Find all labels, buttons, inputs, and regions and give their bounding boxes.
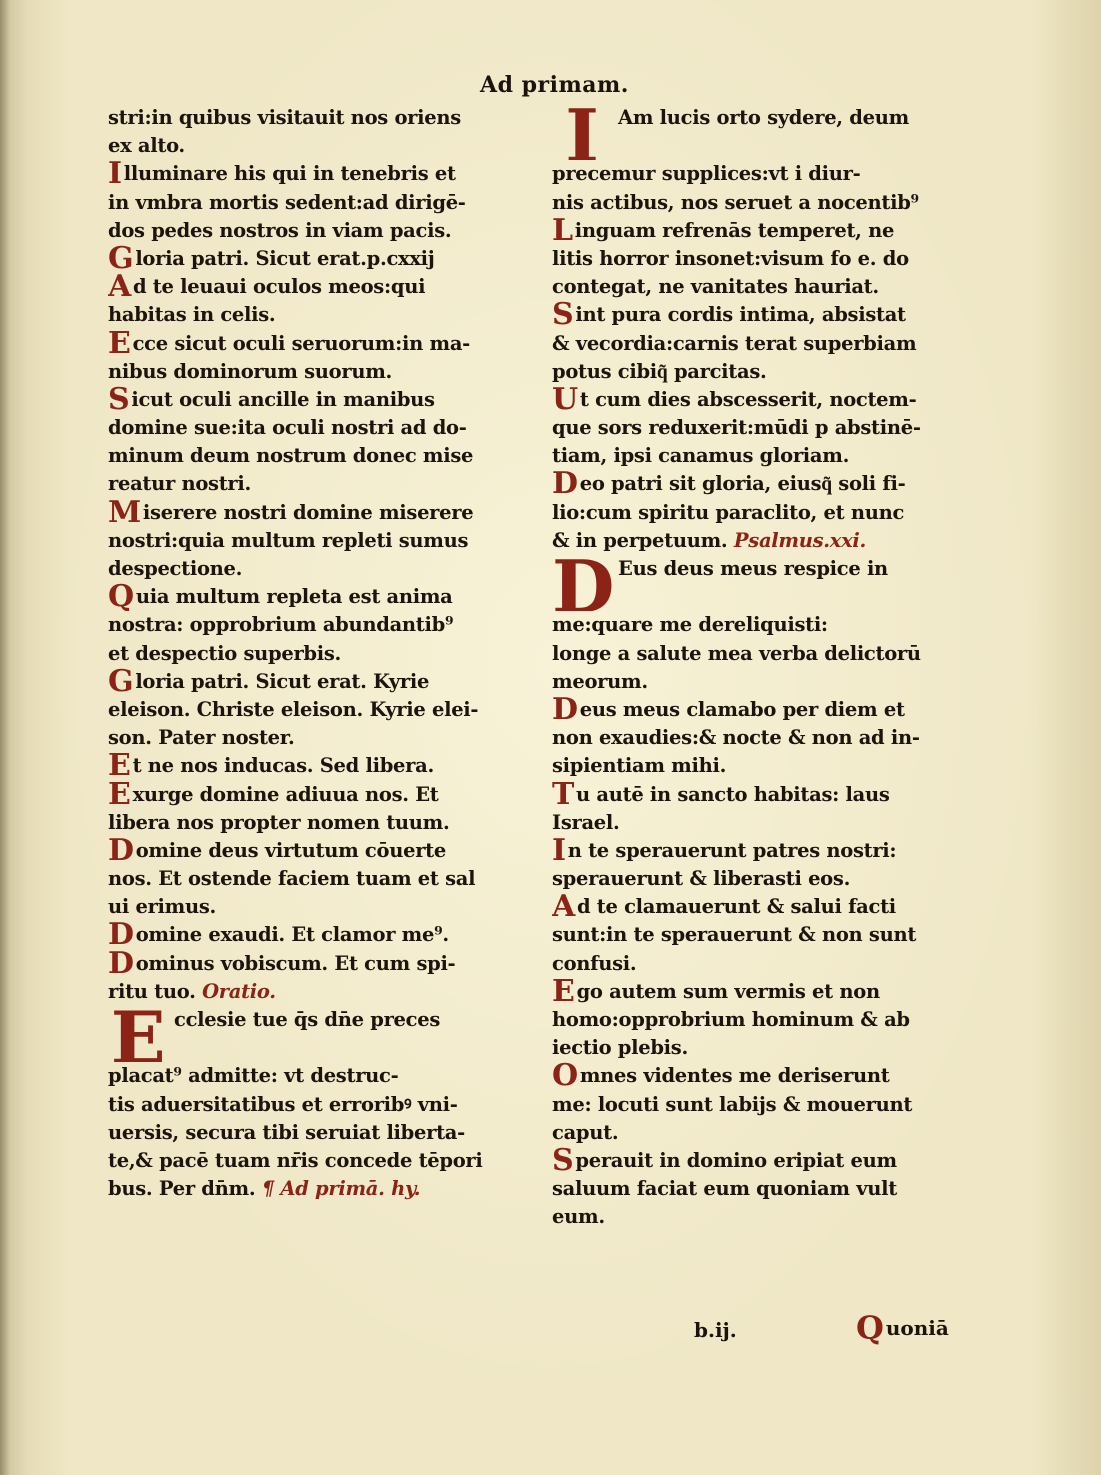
rubricated-initial: D: [108, 836, 134, 866]
line-text: potus cibiq͂ parcitas.: [552, 359, 767, 383]
rubricated-initial: D: [552, 555, 615, 612]
text-line: [552, 555, 992, 611]
rubric: Oratio.: [195, 979, 276, 1003]
text-line: [552, 837, 992, 865]
line-text: reatur nostri.: [108, 472, 252, 496]
text-line: [108, 555, 548, 583]
line-text: nis actibus, nos seruet a nocentib⁹: [552, 190, 919, 214]
text-line: [552, 865, 992, 893]
line-text: ominus vobiscum. Et cum spi-: [135, 951, 456, 975]
line-text: eo patri sit gloria, eiusq͂ soli fi-: [579, 472, 906, 496]
line-text: n te sperauerunt patres nostri:: [567, 838, 897, 862]
text-line: [552, 950, 992, 978]
rubricated-initial: U: [552, 385, 578, 415]
text-line: [108, 1119, 548, 1147]
text-line: [552, 358, 992, 386]
line-text: que sors reduxerit:mūdi p abstinē-: [552, 416, 921, 440]
text-line: [552, 301, 992, 329]
text-line: [108, 1006, 548, 1062]
line-text: nostri:quia multum repleti sumus: [108, 528, 469, 552]
rubricated-initial: I: [565, 104, 599, 161]
text-line: [108, 978, 548, 1006]
text-line: [552, 1147, 992, 1175]
line-text: loria patri. Sicut erat. Kyrie: [135, 669, 430, 693]
rubricated-initial: Q: [108, 583, 134, 612]
line-text: uersis, secura tibi seruiat liberta-: [108, 1120, 465, 1144]
rubricated-initial: E: [110, 1006, 166, 1063]
line-text: xurge domine adiuua nos. Et: [132, 782, 439, 806]
left-column: [108, 104, 548, 1203]
rubricated-initial: A: [108, 273, 131, 302]
line-text: habitas in celis.: [108, 303, 276, 327]
line-text: placat⁹ admitte: vt destruc-: [108, 1064, 399, 1088]
text-line: [552, 442, 992, 470]
line-text: mnes videntes me deriserunt: [579, 1064, 890, 1088]
line-text: minum deum nostrum donec mise: [108, 444, 474, 468]
text-line: [552, 527, 992, 555]
text-line: [552, 499, 992, 527]
text-line: [108, 640, 548, 668]
rubricated-initial: G: [108, 667, 134, 696]
text-line: [108, 386, 548, 414]
line-text: meorum.: [552, 669, 648, 693]
line-text: libera nos propter nomen tuum.: [108, 810, 450, 834]
running-head: Ad primam.: [480, 72, 629, 98]
text-line: [552, 273, 992, 301]
line-text: ex alto.: [108, 134, 185, 158]
rubricated-initial: S: [552, 301, 574, 330]
line-text: cclesie tue q̄s dn̄e preces: [174, 1008, 441, 1031]
line-text: & in perpetuum.: [552, 528, 734, 552]
text-line: [108, 583, 548, 611]
line-text: caput.: [552, 1120, 619, 1144]
line-text: Am lucis orto sydere, deum: [618, 106, 909, 129]
line-text: homo:opprobrium hominum & ab: [552, 1008, 910, 1032]
right-column: [552, 104, 992, 1232]
rubricated-initial: E: [108, 780, 131, 809]
line-text: eus meus clamabo per diem et: [579, 697, 905, 721]
line-text: sperauerunt & liberasti eos.: [552, 867, 851, 891]
line-text: lio:cum spiritu paraclito, et nunc: [552, 500, 905, 524]
text-line: [552, 217, 992, 245]
line-text: nos. Et ostende faciem tuam et sal: [108, 867, 476, 891]
text-line: [552, 160, 992, 188]
text-line: [108, 1091, 548, 1119]
text-line: [108, 160, 548, 188]
text-line: [108, 414, 548, 442]
text-line: [552, 893, 992, 921]
line-text: u autē in sancto habitas: laus: [576, 782, 890, 806]
line-text: confusi.: [552, 951, 637, 975]
text-line: [108, 1147, 548, 1175]
line-text: iectio plebis.: [552, 1036, 688, 1060]
line-text: & vecordia:carnis terat superbiam: [552, 331, 917, 355]
line-text: inguam refrenās temperet, ne: [574, 218, 895, 242]
rubricated-initial: D: [552, 470, 578, 499]
line-text: sipientiam mihi.: [552, 754, 727, 778]
text-line: [108, 752, 548, 780]
line-text: domine sue:ita oculi nostri ad do-: [108, 416, 467, 440]
text-line: [552, 921, 992, 949]
line-text: nostra: opprobrium abundantib⁹: [108, 613, 454, 637]
line-text: contegat, ne vanitates hauriat.: [552, 275, 879, 299]
rubricated-initial: L: [552, 216, 573, 245]
rubricated-initial: I: [552, 836, 566, 866]
line-text: son. Pater noster.: [108, 726, 295, 750]
text-line: [552, 752, 992, 780]
rubricated-initial: D: [108, 949, 134, 978]
text-line: [552, 640, 992, 668]
text-line: [552, 724, 992, 752]
text-line: [108, 893, 548, 921]
text-line: [108, 527, 548, 555]
catchword: [856, 1309, 949, 1347]
line-text: bus. Per dn̄m.: [108, 1177, 262, 1201]
line-text: nibus dominorum suorum.: [108, 359, 393, 383]
text-line: [108, 921, 548, 949]
text-line: [108, 273, 548, 301]
rubricated-initial: D: [552, 695, 578, 725]
text-line: [552, 414, 992, 442]
line-text: perauit in domino eripiat eum: [575, 1148, 897, 1172]
line-text: omine deus virtutum cōuerte: [135, 838, 446, 862]
text-line: [108, 217, 548, 245]
line-text: despectione.: [108, 557, 243, 580]
text-line: [108, 611, 548, 639]
rubricated-initial: G: [108, 244, 134, 274]
text-line: [552, 189, 992, 217]
line-text: et despectio superbis.: [108, 641, 342, 665]
rubricated-initial: M: [108, 498, 141, 527]
text-line: [552, 781, 992, 809]
rubricated-initial: A: [552, 893, 575, 922]
text-line: [552, 1034, 992, 1062]
rubricated-initial: D: [108, 921, 134, 950]
line-text: dos pedes nostros in viam pacis.: [108, 218, 452, 242]
text-line: [552, 1091, 992, 1119]
line-text: te,& pacē tuam nr̄is concede tēpori: [108, 1148, 483, 1172]
text-line: [108, 330, 548, 358]
text-line: [552, 1119, 992, 1147]
text-line: [552, 611, 992, 639]
line-text: Eus deus meus respice in: [618, 557, 888, 581]
text-line: [108, 104, 548, 132]
line-text: tiam, ipsi canamus gloriam.: [552, 444, 850, 468]
line-text: Israel.: [552, 810, 620, 834]
rubricated-initial: S: [108, 385, 130, 415]
rubricated-initial: E: [108, 752, 131, 781]
text-line: [552, 1175, 992, 1203]
rubricated-initial: T: [552, 780, 575, 809]
text-line: [108, 724, 548, 752]
text-line: [552, 809, 992, 837]
text-line: [108, 301, 548, 329]
text-line: [108, 358, 548, 386]
rubric: ¶ Ad primā. hy.: [261, 1177, 421, 1201]
text-line: [552, 1062, 992, 1090]
line-text: sunt:in te sperauerunt & non sunt: [552, 923, 917, 947]
rubricated-initial: I: [108, 160, 122, 189]
text-line: [108, 809, 548, 837]
signature-mark: b.ij.: [694, 1318, 737, 1342]
text-line: [108, 132, 548, 160]
line-text: lluminare his qui in tenebris et: [123, 162, 456, 186]
text-line: [108, 837, 548, 865]
line-text: icut oculi ancille in manibus: [131, 387, 435, 411]
text-line: [552, 1006, 992, 1034]
catchword-initial: Q: [856, 1309, 884, 1347]
text-line: [108, 696, 548, 724]
line-text: longe a salute mea verba delictorū: [552, 641, 921, 665]
line-text: cce sicut oculi seruorum:in ma-: [132, 331, 470, 355]
line-text: in vmbra mortis sedent:ad dirigē-: [108, 190, 466, 214]
text-line: [552, 104, 992, 160]
line-text: tis aduersitatibus et erroribꝰ vni-: [108, 1092, 458, 1116]
line-text: t cum dies abscesserit, noctem-: [579, 387, 917, 411]
line-text: ui erimus.: [108, 895, 217, 919]
text-line: [108, 1062, 548, 1090]
line-text: omine exaudi. Et clamor me⁹.: [135, 923, 449, 947]
text-line: [552, 386, 992, 414]
line-text: saluum faciat eum quoniam vult: [552, 1177, 897, 1201]
rubricated-initial: E: [108, 329, 131, 358]
line-text: uia multum repleta est anima: [135, 585, 453, 609]
line-text: me: locuti sunt labijs & mouerunt: [552, 1092, 913, 1116]
line-text: me:quare me dereliquisti:: [552, 613, 828, 637]
line-text: precemur supplices:vt i diur-: [552, 162, 861, 186]
line-text: eum.: [552, 1205, 605, 1229]
text-line: [552, 245, 992, 273]
rubric: Psalmus.xxi.: [733, 528, 867, 552]
text-line: [108, 950, 548, 978]
line-text: litis horror insonet:visum fo e. do: [552, 246, 909, 270]
line-text: d te leuaui oculos meos:qui: [132, 275, 426, 299]
line-text: stri:in quibus visitauit nos oriens: [108, 106, 461, 129]
text-line: [108, 499, 548, 527]
rubricated-initial: E: [552, 977, 575, 1007]
line-text: go autem sum vermis et non: [576, 979, 880, 1003]
rubricated-initial: S: [552, 1146, 574, 1176]
line-text: int pura cordis intima, absistat: [575, 303, 906, 327]
text-line: [108, 1175, 548, 1203]
gutter-shadow: [0, 0, 10, 1475]
text-line: [108, 865, 548, 893]
text-line: [108, 668, 548, 696]
text-line: [108, 245, 548, 273]
text-line: [108, 442, 548, 470]
line-text: eleison. Christe eleison. Kyrie elei-: [108, 697, 479, 721]
line-text: iserere nostri domine miserere: [142, 500, 474, 524]
text-line: [108, 189, 548, 217]
line-text: non exaudies:& nocte & non ad in-: [552, 726, 920, 750]
line-text: ritu tuo.: [108, 979, 196, 1003]
line-text: d te clamauerunt & salui facti: [576, 895, 896, 919]
text-line: [552, 978, 992, 1006]
line-text: loria patri. Sicut erat.p.cxxij: [135, 246, 435, 270]
text-line: [552, 668, 992, 696]
text-line: [108, 470, 548, 498]
rubricated-initial: O: [552, 1062, 578, 1091]
text-line: [552, 1203, 992, 1231]
text-line: [108, 781, 548, 809]
text-line: [552, 330, 992, 358]
text-line: [552, 696, 992, 724]
text-line: [552, 470, 992, 498]
catchword-text: uoniā: [885, 1316, 949, 1340]
line-text: t ne nos inducas. Sed libera.: [132, 754, 434, 778]
